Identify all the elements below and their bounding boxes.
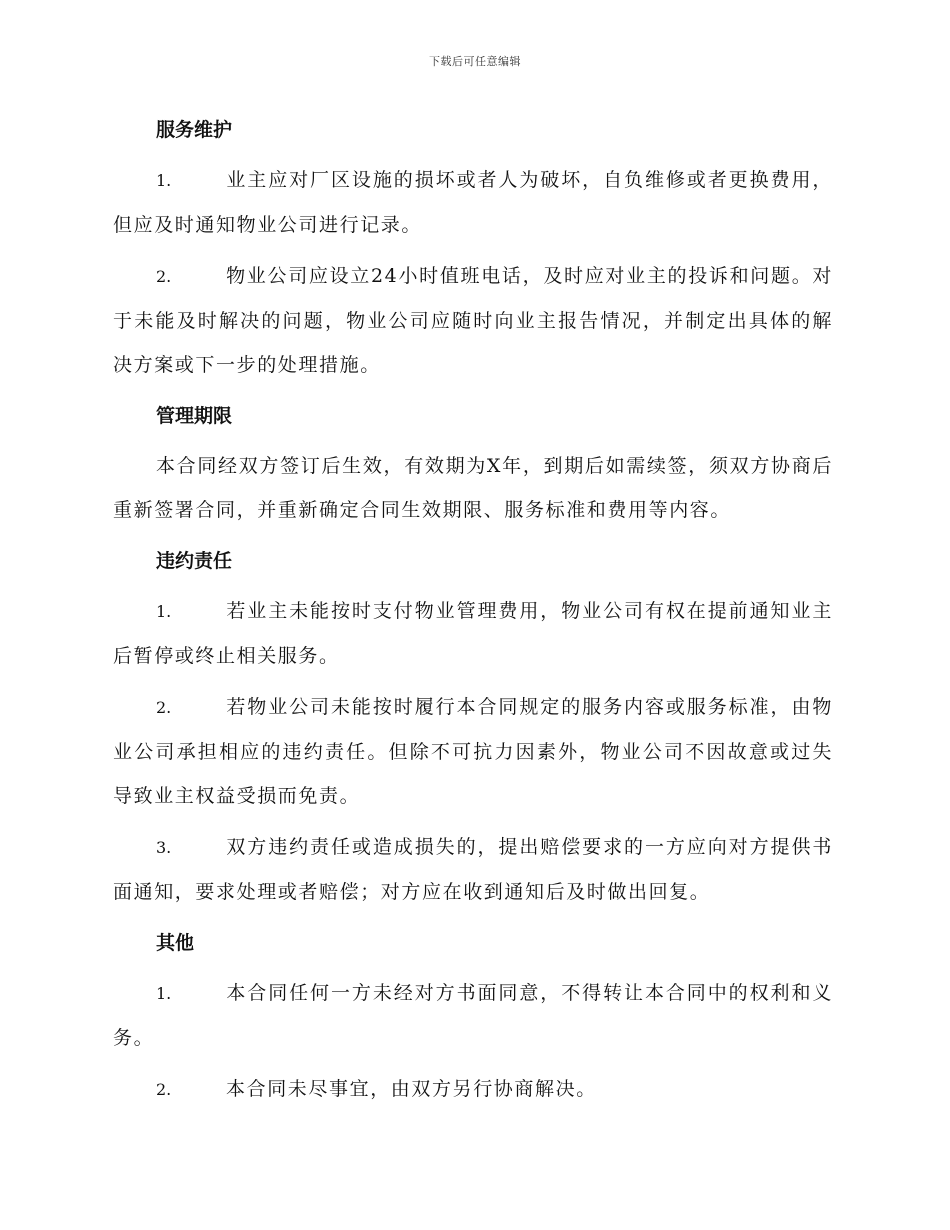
list-item <box>113 589 833 678</box>
list-item <box>113 685 833 818</box>
list-item <box>113 158 833 247</box>
item-text: 物业公司应设立24小时值班电话，及时应对业主的投诉和问题。对于未能及时解决的问题，物业公司应随时向业主报告情况，并制定出具体的解决方案或下一步的处理措施。 <box>113 265 833 376</box>
list-item <box>113 825 833 914</box>
section-heading-other: 其他 <box>156 932 195 954</box>
page-header: 下载后可任意编辑 <box>429 55 521 68</box>
item-number: 1. <box>156 602 172 621</box>
section-heading-service: 服务维护 <box>156 119 233 141</box>
item-number: 1. <box>156 171 172 190</box>
item-number: 1. <box>156 984 172 1003</box>
item-text: 若业主未能按时支付物业管理费用，物业公司有权在提前通知业主后暂停或终止相关服务。 <box>113 600 833 667</box>
list-item <box>113 1067 833 1112</box>
document-body <box>113 108 833 1119</box>
item-number: 2. <box>156 698 172 717</box>
item-number: 2. <box>156 1080 172 1099</box>
list-item <box>113 254 833 387</box>
item-number: 3. <box>156 838 172 857</box>
item-text: 本合同未尽事宜，由双方另行协商解决。 <box>226 1078 597 1100</box>
item-text: 本合同任何一方未经对方书面同意，不得转让本合同中的权利和义务。 <box>113 982 833 1049</box>
item-text: 业主应对厂区设施的损坏或者人为破坏，自负维修或者更换费用，但应及时通知物业公司进行记录。 <box>113 169 833 236</box>
item-number: 2. <box>156 267 172 286</box>
item-text: 双方违约责任或造成损失的，提出赔偿要求的一方应向对方提供书面通知，要求处理或者赔偿；对方应在收到通知后及时做出回复。 <box>113 836 833 903</box>
list-item <box>113 971 833 1060</box>
paragraph-term: 本合同经双方签订后生效，有效期为X年，到期后如需续签，须双方协商后重新签署合同，并重新确定合同生效期限、服务标准和费用等内容。 <box>113 455 833 521</box>
section-heading-term: 管理期限 <box>156 405 233 427</box>
item-text: 若物业公司未能按时履行本合同规定的服务内容或服务标准，由物业公司承担相应的违约责任。但除不可抗力因素外，物业公司不因故意或过失导致业主权益受损而免责。 <box>113 696 833 807</box>
section-heading-liability: 违约责任 <box>156 550 233 572</box>
